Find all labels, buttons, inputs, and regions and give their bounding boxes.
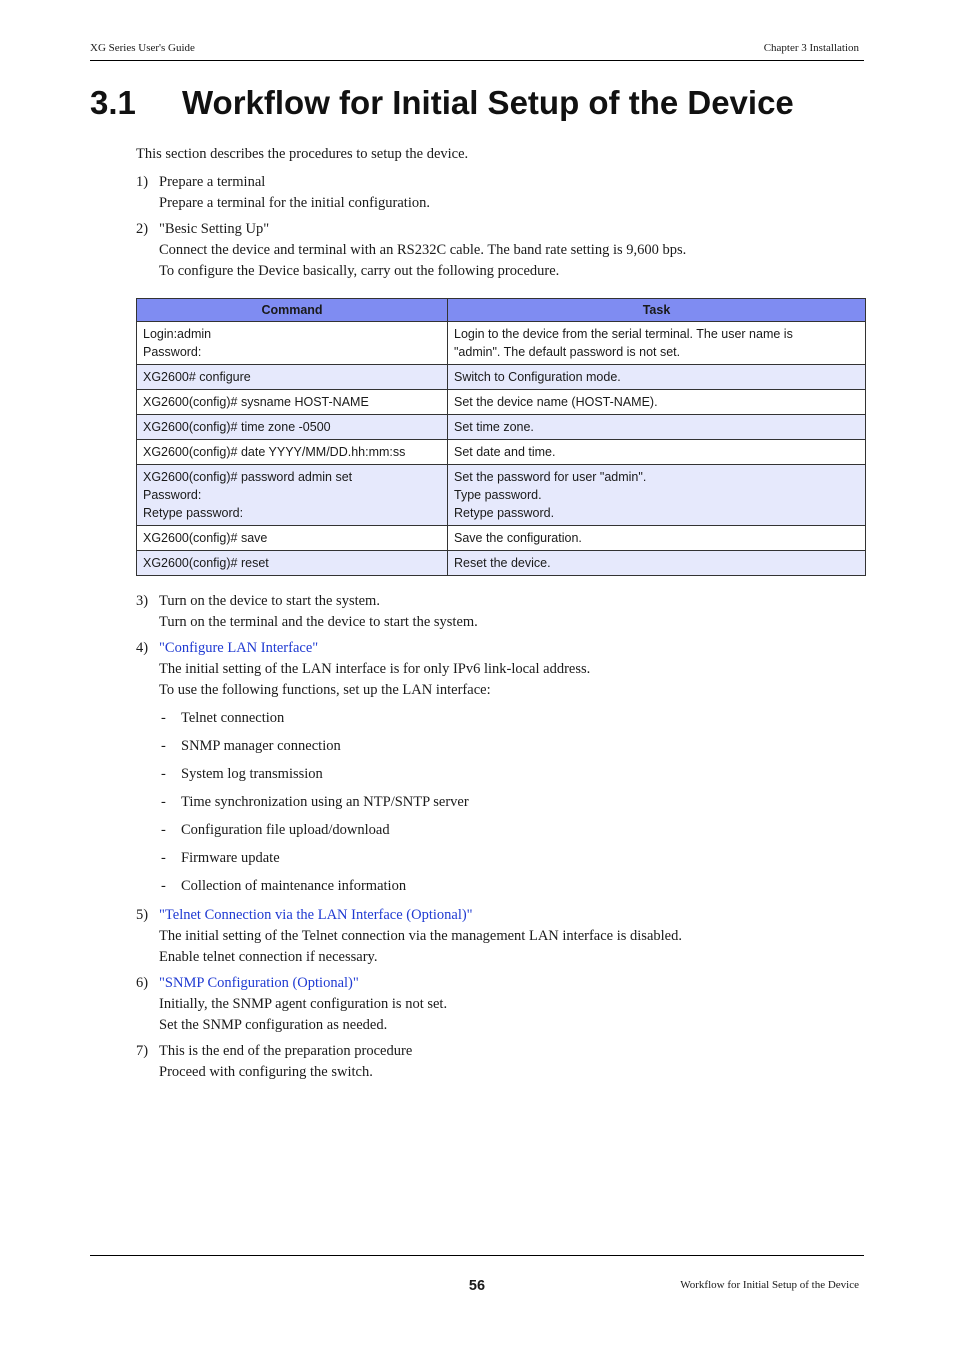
step-number: 1) bbox=[136, 174, 149, 190]
step-number: 7) bbox=[136, 1043, 149, 1059]
list-item: - SNMP manager connection bbox=[136, 732, 866, 760]
step-line: The initial setting of the LAN interface is for only IPv6 link-local address. bbox=[159, 661, 591, 677]
cell-text: Retype password: bbox=[143, 506, 244, 520]
task-cell: Set date and time. bbox=[448, 440, 866, 465]
step-number: 3) bbox=[136, 593, 149, 609]
table-row bbox=[137, 465, 866, 526]
table-row bbox=[137, 390, 866, 415]
step-line: Initially, the SNMP agent configuration is not set. bbox=[159, 996, 448, 1012]
cell-text: XG2600(config)# password admin set bbox=[143, 470, 353, 484]
cell-text: Password: bbox=[143, 488, 202, 502]
step-number: 5) bbox=[136, 907, 149, 923]
step-line: Turn on the device to start the system. bbox=[159, 593, 380, 609]
task-cell: Reset the device. bbox=[448, 551, 866, 576]
list-item: - Firmware update bbox=[136, 844, 866, 872]
list-item: - System log transmission bbox=[136, 760, 866, 788]
footer-rule bbox=[90, 1255, 864, 1256]
table-row bbox=[137, 526, 866, 551]
task-cell: Save the configuration. bbox=[448, 526, 866, 551]
cell-text: Type password. bbox=[454, 488, 542, 502]
intro-text: This section describes the procedures to setup the device. bbox=[136, 146, 469, 162]
step-3 bbox=[136, 591, 866, 633]
step-line: "Besic Setting Up" bbox=[159, 221, 270, 237]
step-line: Connect the device and terminal with an RS232C cable. The band rate setting is 9,600 bps. bbox=[159, 242, 687, 258]
step-5 bbox=[136, 905, 866, 968]
cell-text: Retype password. bbox=[454, 506, 555, 520]
section-title-text: Workflow for Initial Setup of the Device bbox=[182, 84, 794, 121]
command-cell bbox=[137, 465, 448, 526]
command-cell: XG2600(config)# reset bbox=[137, 551, 448, 576]
steps-block bbox=[136, 591, 866, 1088]
step-line: Enable telnet connection if necessary. bbox=[159, 949, 378, 965]
cell-text: Password: bbox=[143, 345, 202, 359]
table-header-row bbox=[137, 299, 866, 322]
feature-list bbox=[136, 704, 866, 900]
section-number: 3.1 bbox=[90, 84, 136, 121]
step-number: 2) bbox=[136, 221, 149, 237]
step-line: Prepare a terminal for the initial configuration. bbox=[159, 195, 430, 211]
section-title bbox=[90, 84, 794, 122]
running-header-right: Chapter 3 Installation bbox=[763, 42, 859, 54]
table-row bbox=[137, 365, 866, 390]
list-item: - Telnet connection bbox=[136, 704, 866, 732]
step-line: Set the SNMP configuration as needed. bbox=[159, 1017, 388, 1033]
task-cell: Set time zone. bbox=[448, 415, 866, 440]
step-line: Proceed with configuring the switch. bbox=[159, 1064, 373, 1080]
page-number: 56 bbox=[468, 1278, 486, 1294]
cell-text: Set the password for user "admin". bbox=[454, 470, 647, 484]
step-7 bbox=[136, 1041, 866, 1083]
step-number: 6) bbox=[136, 975, 149, 991]
list-item: - Time synchronization using an NTP/SNTP server bbox=[136, 788, 866, 816]
list-item-text: Time synchronization using an NTP/SNTP server bbox=[181, 794, 469, 810]
task-cell: Set the device name (HOST-NAME). bbox=[448, 390, 866, 415]
step-line: Turn on the terminal and the device to start the system. bbox=[159, 614, 478, 630]
list-item-text: SNMP manager connection bbox=[181, 738, 341, 754]
running-header-left: XG Series User's Guide bbox=[90, 42, 195, 54]
list-item-text: Firmware update bbox=[181, 850, 280, 866]
cell-text: Login to the device from the serial terminal. The user name is bbox=[454, 327, 793, 341]
cell-text: Login:admin bbox=[143, 327, 212, 341]
cell-text: "admin". The default password is not set. bbox=[454, 345, 681, 359]
step-6 bbox=[136, 973, 866, 1036]
step-line: Prepare a terminal bbox=[159, 174, 266, 190]
header-rule bbox=[90, 60, 864, 61]
step-line: The initial setting of the Telnet connection via the management LAN interface is disabled. bbox=[159, 928, 682, 944]
list-item: - Collection of maintenance information bbox=[136, 872, 866, 900]
list-item-text: System log transmission bbox=[181, 766, 323, 782]
step-line: To use the following functions, set up the LAN interface: bbox=[159, 682, 491, 698]
command-cell: XG2600# configure bbox=[137, 365, 448, 390]
table-row bbox=[137, 440, 866, 465]
table-row bbox=[137, 322, 866, 365]
step-4 bbox=[136, 638, 866, 900]
telnet-connection-link[interactable]: "Telnet Connection via the LAN Interface (Optional)" bbox=[159, 907, 473, 923]
step-number: 4) bbox=[136, 640, 149, 656]
command-cell: XG2600(config)# save bbox=[137, 526, 448, 551]
list-item: - Configuration file upload/download bbox=[136, 816, 866, 844]
task-cell bbox=[448, 465, 866, 526]
column-header-task: Task bbox=[448, 299, 866, 322]
step-2 bbox=[136, 219, 866, 282]
step-line: This is the end of the preparation procedure bbox=[159, 1043, 413, 1059]
column-header-command: Command bbox=[137, 299, 448, 322]
command-cell bbox=[137, 322, 448, 365]
list-item-text: Collection of maintenance information bbox=[181, 878, 407, 894]
list-item-text: Configuration file upload/download bbox=[181, 822, 390, 838]
table-row bbox=[137, 415, 866, 440]
table-row bbox=[137, 551, 866, 576]
list-item-text: Telnet connection bbox=[181, 710, 285, 726]
task-cell: Switch to Configuration mode. bbox=[448, 365, 866, 390]
command-table bbox=[136, 298, 866, 576]
command-cell: XG2600(config)# time zone -0500 bbox=[137, 415, 448, 440]
snmp-configuration-link[interactable]: "SNMP Configuration (Optional)" bbox=[159, 975, 359, 991]
running-footer-right: Workflow for Initial Setup of the Device bbox=[680, 1279, 859, 1291]
command-cell: XG2600(config)# sysname HOST-NAME bbox=[137, 390, 448, 415]
step-1 bbox=[136, 172, 866, 214]
configure-lan-interface-link[interactable]: "Configure LAN Interface" bbox=[159, 640, 319, 656]
intro-block bbox=[136, 144, 866, 287]
task-cell bbox=[448, 322, 866, 365]
command-cell: XG2600(config)# date YYYY/MM/DD.hh:mm:ss bbox=[137, 440, 448, 465]
step-line: To configure the Device basically, carry out the following procedure. bbox=[159, 263, 560, 279]
